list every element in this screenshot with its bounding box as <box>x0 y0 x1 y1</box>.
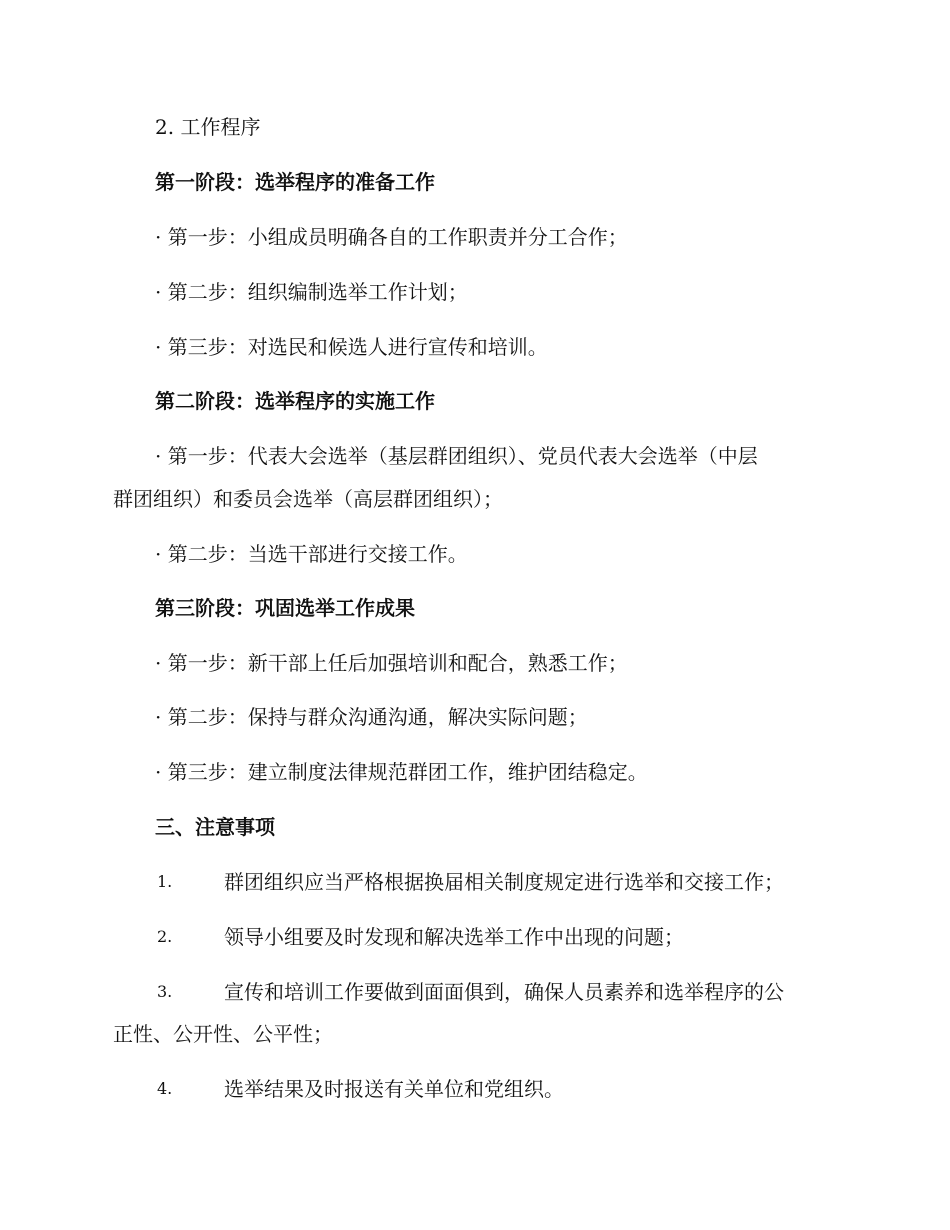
phase-2-step-1-cont: 群团组织）和委员会选举（高层群团组织）； <box>113 487 503 511</box>
phase-2-step-2: · 第二步：当选干部进行交接工作。 <box>155 542 468 566</box>
section-heading: 2. 工作程序 <box>155 115 261 139</box>
phase-3-title: 第三阶段：巩固选举工作成果 <box>155 596 415 620</box>
phase-3-step-3: · 第三步：建立制度法律规范群团工作，维护团结稳定。 <box>155 760 648 784</box>
phase-3-step-2: · 第二步：保持与群众沟通沟通，解决实际问题； <box>155 705 588 729</box>
notes-heading: 三、注意事项 <box>155 815 275 839</box>
phase-1-step-2: · 第二步：组织编制选举工作计划； <box>155 280 468 304</box>
note-text: 选举结果及时报送有关单位和党组织。 <box>224 1077 564 1101</box>
note-text: 领导小组要及时发现和解决选举工作中出现的问题； <box>224 925 684 949</box>
note-text: 群团组织应当严格根据换届相关制度规定进行选举和交接工作； <box>224 870 784 894</box>
note-item-3-cont: 正性、公开性、公平性； <box>113 1022 333 1046</box>
note-number: 3. <box>157 982 173 1001</box>
phase-1-title: 第一阶段：选举程序的准备工作 <box>155 170 435 194</box>
note-text: 宣传和培训工作要做到面面俱到，确保人员素养和选举程序的公 <box>224 980 784 1004</box>
note-number: 1. <box>157 872 173 891</box>
note-number: 2. <box>157 927 173 946</box>
phase-2-title: 第二阶段：选举程序的实施工作 <box>155 389 435 413</box>
phase-1-step-1: · 第一步：小组成员明确各自的工作职责并分工合作； <box>155 225 628 249</box>
note-number: 4. <box>157 1079 173 1098</box>
phase-3-step-1: · 第一步：新干部上任后加强培训和配合，熟悉工作； <box>155 651 628 675</box>
phase-1-step-3: · 第三步：对选民和候选人进行宣传和培训。 <box>155 335 548 359</box>
phase-2-step-1: · 第一步：代表大会选举（基层群团组织）、党员代表大会选举（中层 <box>155 444 758 468</box>
